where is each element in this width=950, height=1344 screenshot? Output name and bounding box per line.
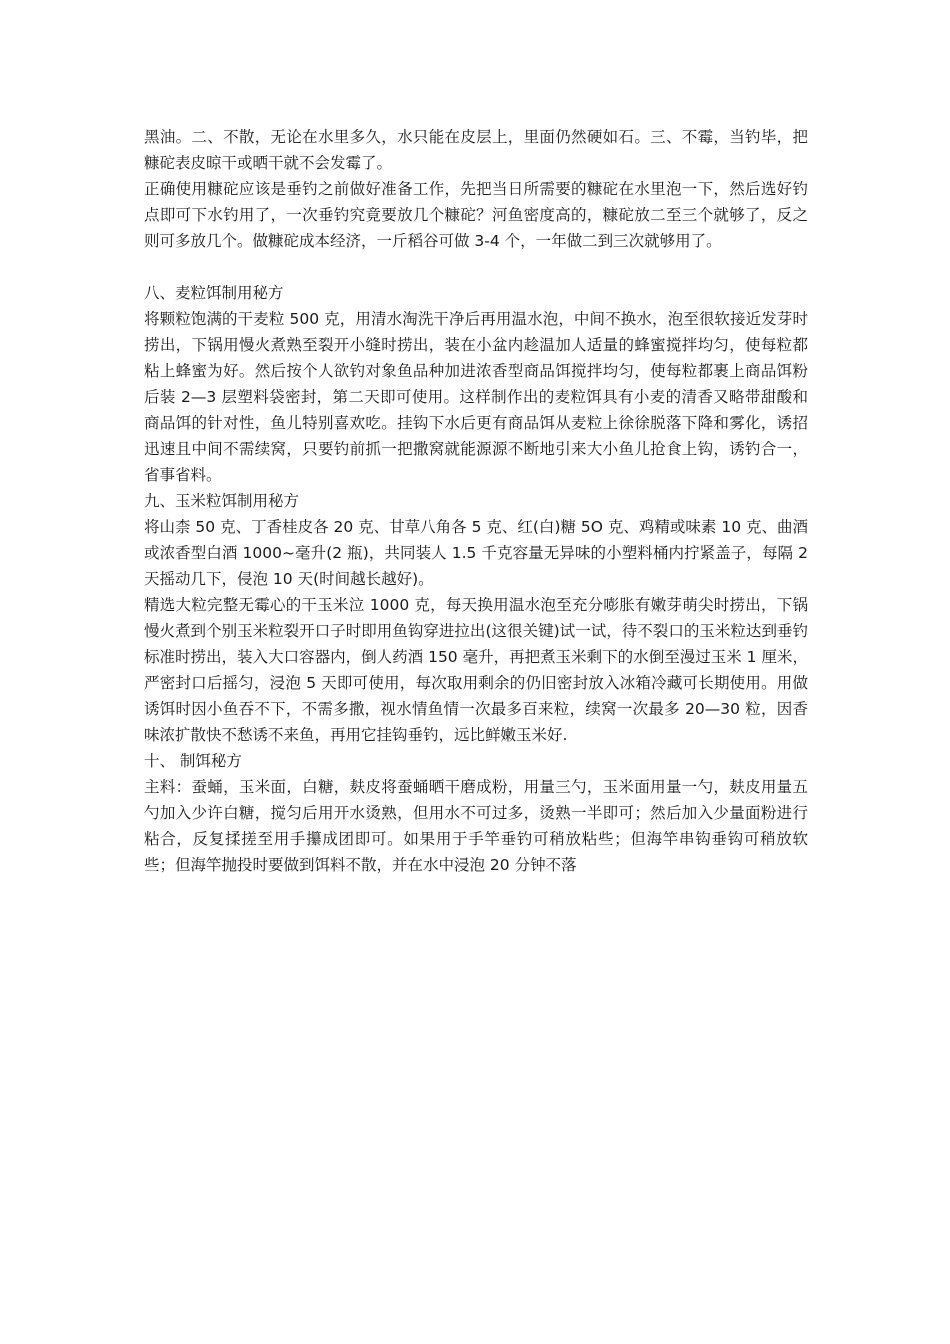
section-spacer — [144, 254, 808, 280]
heading-section-8: 八、麦粒饵制用秘方 — [144, 284, 284, 302]
paragraph-bait-recipe: 主料：蚕蛹，玉米面，白糖，麸皮将蚕蛹晒干磨成粉，用量三勺，玉米面用量一勺，麸皮用量五勺加入少许白糖，搅匀后用开水烫熟，但用水不可过多，烫熟一半即可；然后加入少量面粉进行粘合，反复揉搓至用手攥成团即可。如果用于手竿垂钓可稍放粘些；但海竿串钩垂钩可稍放软些；但海竿抛投时要做到饵料不散，并在水中浸泡 20 分钟不落 — [144, 778, 808, 874]
heading-section-10: 十、 制饵秘方 — [144, 752, 242, 770]
document-body — [144, 124, 808, 878]
paragraph-intro-properties: 黑油。二、不散，无论在水里多久，水只能在皮层上，里面仍然硬如石。三、不霉，当钓毕，把糠砣表皮晾干或晒干就不会发霉了。 — [144, 128, 808, 172]
paragraph-herb-wine: 将山柰 50 克、丁香桂皮各 20 克、甘草八角各 5 克、红(白)糖 5O 克、鸡精或味素 10 克、曲酒或浓香型白酒 1000~毫升(2 瓶)，共同装人 1.5 千克容量无异味的小塑料桶内拧紧盖子，每隔 2 天摇动几下，侵泡 10 天(时间越长越好)。 — [144, 518, 808, 588]
paragraph-usage: 正确使用糠砣应该是垂钓之前做好准备工作，先把当日所需要的糠砣在水里泡一下，然后选好钓点即可下水钓用了，一次垂钓究竟要放几个糠砣？河鱼密度高的，糠砣放二至三个就够了，反之则可多放几个。做糠砣成本经济，一斤稻谷可做 3-4 个，一年做二到三次就够用了。 — [144, 180, 808, 250]
paragraph-corn-bait: 精选大粒完整无霉心的干玉米泣 1000 克，每天换用温水泡至充分嘭胀有嫩芽萌尖时捞出，下锅慢火煮到个别玉米粒裂开口子时即用鱼钩穿进拉出(这很关键)试一试，待不裂口的玉米粒达到垂钓标准时捞出，装入大口容器内，倒人药酒 150 毫升，再把煮玉米剩下的水倒至漫过玉米 1 厘米，严密封口后摇匀，浸泡 5 天即可使用，每次取用剩余的仍旧密封放入冰箱冷藏可长期使用。用做诱饵时因小鱼吞不下，不需多撒，视水情鱼情一次最多百来粒，续窝一次最多 20—30 粒，因香味浓扩散快不愁诱不来鱼，再用它挂钩垂钓，远比鲜嫩玉米好. — [144, 596, 808, 744]
paragraph-wheat-bait: 将颗粒饱满的干麦粒 500 克，用清水淘洗干净后再用温水泡，中间不换水，泡至很软接近发芽时捞出，下锅用慢火煮熟至裂开小缝时捞出，装在小盆内趁温加人适量的蜂蜜搅拌均匀，使每粒都粘上蜂蜜为好。然后按个人欲钓对象鱼品种加进浓香型商品饵搅拌均匀，使每粒都裹上商品饵粉后装 2—3 层塑料袋密封，第二天即可使用。这样制作出的麦粒饵具有小麦的清香又略带甜酸和商品饵的针对性，鱼儿特别喜欢吃。挂钩下水后更有商品饵从麦粒上徐徐脱落下降和雾化，诱招迅速且中间不需续窝，只要钓前抓一把撒窝就能源源不断地引来大小鱼儿抢食上钩，诱钓合一，省事省料。 — [144, 310, 808, 484]
heading-section-9: 九、玉米粒饵制用秘方 — [144, 492, 300, 510]
